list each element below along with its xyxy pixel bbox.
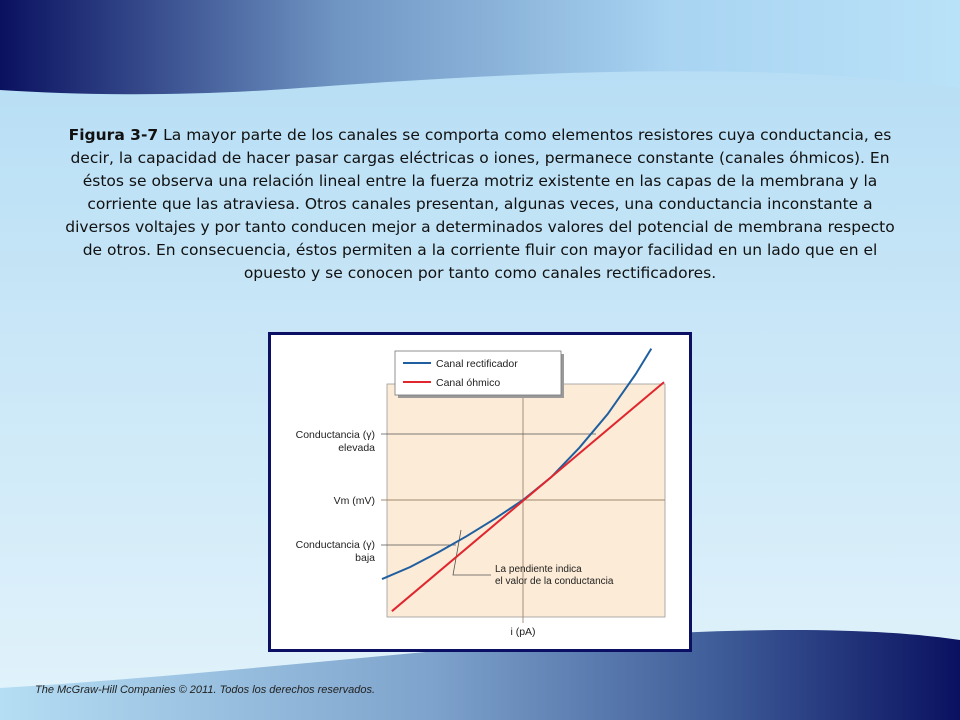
legend-label-rectifier: Canal rectificador — [436, 358, 518, 370]
copyright-footer: The McGraw-Hill Companies © 2011. Todos los derechos reservados. — [35, 684, 376, 696]
figure-caption — [60, 124, 900, 285]
iv-chart — [271, 335, 689, 649]
legend — [395, 351, 564, 398]
y-label-main: Vm (mV) — [333, 495, 375, 507]
y-label-high-line2: elevada — [338, 442, 375, 454]
caption-lead: Figura 3-7 — [68, 126, 159, 144]
y-label-low-line2: baja — [355, 552, 375, 564]
legend-label-ohmic: Canal óhmico — [436, 377, 501, 389]
y-label-high-line1: Conductancia (γ) — [295, 429, 375, 441]
x-axis-label: i (pA) — [510, 626, 536, 638]
y-label-low-line1: Conductancia (γ) — [295, 539, 375, 551]
annotation-line2: el valor de la conductancia — [495, 576, 614, 587]
caption-body: La mayor parte de los canales se comporta como elementos resistores cuya conductancia, es decir, la capacidad de hacer pasar cargas eléctricas o iones, permanece constante (canales óhmicos). En éstos se observa una relación lineal entre la fuerza motriz existente en las capas de la membrana y la corriente que las atraviesa. Otros canales presentan, algunas veces, una conductancia inconstante a diversos voltajes y por tanto conducen mejor a determinados valores del potencial de membrana respecto de otros. En consecuencia, éstos permiten a la corriente fluir con mayor facilidad en un lado que en el opuesto y se conocen por tanto como canales rectificadores. — [65, 126, 895, 282]
annotation-line1: La pendiente indica — [495, 564, 582, 575]
figure-frame — [268, 332, 692, 652]
